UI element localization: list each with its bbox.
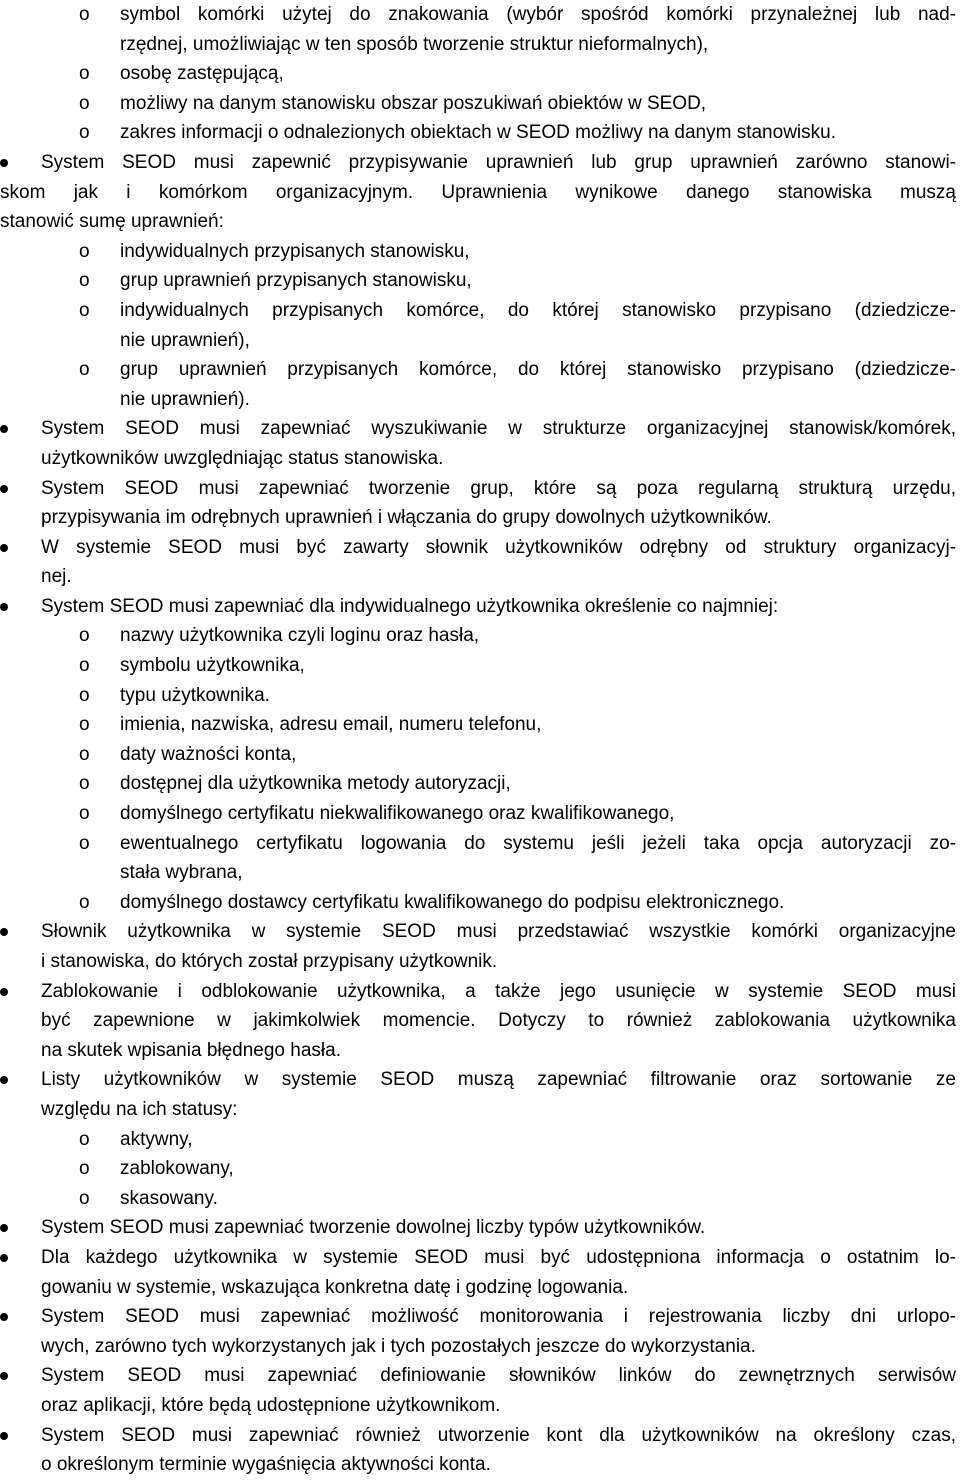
text-line: dostępnej dla użytkownika metody autoryzacji, [120, 773, 511, 795]
bullet-icon [0, 1372, 8, 1380]
sub-list-item [0, 89, 956, 119]
text-line: grup uprawnień przypisanych komórce, do której stanowisko przypisano (dziedzicze- [120, 359, 956, 381]
bullet-icon [0, 1076, 8, 1084]
text-line: domyślnego certyfikatu niekwalifikowanego oraz kwalifikowanego, [120, 803, 675, 825]
sub-list-item [0, 799, 956, 829]
sub-bullet-marker: o [79, 1158, 90, 1180]
bullet-icon [0, 1224, 8, 1232]
sub-list-item [0, 621, 956, 651]
text-line: indywidualnych przypisanych komórce, do której stanowisko przypisano (dziedzicze- [120, 299, 956, 321]
bullet-list-item [0, 1421, 956, 1480]
sub-list-item [0, 1154, 956, 1184]
sub-bullet-marker: o [79, 63, 90, 85]
text-line: skom jak i komórkom organizacyjnym. Uprawnienia wynikowe danego stanowiska muszą [0, 181, 956, 203]
text-line: zakres informacji o odnalezionych obiektach w SEOD możliwy na danym stanowisku. [120, 122, 836, 144]
sub-bullet-marker: o [79, 891, 90, 913]
text-line: System SEOD musi zapewnić przypisywanie uprawnień lub grup uprawnień zarówno stanowi- [41, 151, 956, 173]
sub-bullet-marker: o [79, 832, 90, 854]
sub-bullet-marker: o [79, 1128, 90, 1150]
bullet-icon [0, 1432, 8, 1440]
text-line: wych, zarówno tych wykorzystanych jak i tych pozostałych jeszcze do wykorzystania. [41, 1335, 756, 1357]
bullet-list-item [0, 1302, 956, 1361]
text-line: nej. [41, 566, 72, 588]
bullet-list-item [0, 414, 956, 473]
bullet-list-item [0, 148, 956, 237]
text-line: imienia, nazwiska, adresu email, numeru telefonu, [120, 714, 542, 736]
sub-bullet-marker: o [79, 359, 90, 381]
text-line: na skutek wpisania błędnego hasła. [41, 1039, 341, 1061]
text-line: System SEOD musi zapewniać definiowanie słowników linków do zewnętrznych serwisów [41, 1365, 956, 1387]
sub-list-item [0, 237, 956, 267]
sub-list-item [0, 710, 956, 740]
text-line: Listy użytkowników w systemie SEOD muszą zapewniać filtrowanie oraz sortowanie ze [41, 1069, 956, 1091]
text-line: nie uprawnień). [120, 388, 250, 410]
text-line: indywidualnych przypisanych stanowisku, [120, 240, 470, 262]
sub-bullet-marker: o [79, 240, 90, 262]
bullet-icon [0, 544, 8, 552]
text-line: gowaniu w systemie, wskazująca konkretna datę i godzinę logowania. [41, 1276, 629, 1298]
text-line: nazwy użytkownika czyli loginu oraz hasła, [120, 625, 480, 647]
sub-list-item [0, 266, 956, 296]
text-line: System SEOD musi zapewniać również utworzenie kont dla użytkowników na określony czas, [41, 1424, 956, 1446]
text-line: aktywny, [120, 1128, 193, 1150]
sub-bullet-marker: o [79, 299, 90, 321]
text-line: typu użytkownika. [120, 684, 270, 706]
sub-list-item [0, 740, 956, 770]
text-line: W systemie SEOD musi być zawarty słownik użytkowników odrębny od struktury organizacyj- [41, 536, 956, 558]
sub-bullet-marker: o [79, 92, 90, 114]
bullet-list-item [0, 1361, 956, 1420]
sub-list-item [0, 829, 956, 888]
bullet-list-item [0, 917, 956, 976]
sub-bullet-marker: o [79, 655, 90, 677]
sub-list-item [0, 1184, 956, 1214]
bullet-icon [0, 1254, 8, 1262]
sub-bullet-marker: o [79, 773, 90, 795]
text-line: rzędnej, umożliwiając w ten sposób tworzenie struktur nieformalnych), [120, 33, 709, 55]
bullet-list-item [0, 1213, 956, 1243]
text-line: osobę zastępującą, [120, 63, 284, 85]
sub-list-item [0, 0, 956, 59]
sub-bullet-marker: o [79, 714, 90, 736]
sub-list-item [0, 681, 956, 711]
sub-list-item [0, 296, 956, 355]
text-line: stanowić sumę uprawnień: [0, 211, 224, 233]
sub-bullet-marker: o [79, 270, 90, 292]
sub-list-item [0, 355, 956, 414]
text-line: grup uprawnień przypisanych stanowisku, [120, 270, 472, 292]
text-line: użytkowników uwzględniając status stanowiska. [41, 447, 444, 469]
text-line: symbol komórki użytej do znakowania (wybór spośród komórki przynależnej lub nad- [120, 4, 956, 25]
text-line: stała wybrana, [120, 862, 243, 884]
bullet-icon [0, 928, 8, 936]
text-line: symbolu użytkownika, [120, 655, 305, 677]
text-line: ewentualnego certyfikatu logowania do systemu jeśli jeżeli taka opcja autoryzacji zo- [120, 832, 956, 854]
sub-list-item [0, 59, 956, 89]
text-line: domyślnego dostawcy certyfikatu kwalifikowanego do podpisu elektronicznego. [120, 891, 785, 913]
sub-bullet-marker: o [79, 122, 90, 144]
bullet-icon [0, 485, 8, 493]
text-line: być zapewnione w jakimkolwiek momencie. Dotyczy to również zablokowania użytkownika [41, 1010, 956, 1032]
text-line: Słownik użytkownika w systemie SEOD musi przedstawiać wszystkie komórki organizacyjne [41, 921, 956, 943]
text-line: nie uprawnień), [120, 329, 250, 351]
text-line: daty ważności konta, [120, 743, 297, 765]
sub-list-item [0, 888, 956, 918]
sub-bullet-marker: o [79, 1187, 90, 1209]
bullet-list-item [0, 474, 956, 533]
text-line: Zablokowanie i odblokowanie użytkownika, a także jego usunięcie w systemie SEOD musi [41, 980, 956, 1002]
text-line: przypisywania im odrębnych uprawnień i włączania do grupy dowolnych użytkowników. [41, 507, 772, 529]
bullet-icon [0, 603, 8, 611]
bullet-list-item [0, 592, 956, 622]
sub-bullet-marker: o [79, 625, 90, 647]
text-line: zablokowany, [120, 1158, 234, 1180]
text-line: System SEOD musi zapewniać wyszukiwanie w strukturze organizacyjnej stanowisk/komórek, [41, 418, 956, 440]
bullet-icon [0, 159, 8, 167]
text-line: możliwy na danym stanowisku obszar poszukiwań obiektów w SEOD, [120, 92, 707, 114]
text-line: System SEOD musi zapewniać dla indywidualnego użytkownika określenie co najmniej: [41, 595, 779, 617]
sub-list-item [0, 651, 956, 681]
text-line: System SEOD musi zapewniać możliwość monitorowania i rejestrowania liczby dni urlopo- [41, 1306, 956, 1328]
text-line: i stanowiska, do których został przypisany użytkownik. [41, 951, 498, 972]
sub-bullet-marker: o [79, 803, 90, 825]
bullet-icon [0, 988, 8, 996]
text-line: o określonym terminie wygaśnięcia aktywności konta. [41, 1454, 491, 1476]
bullet-list-item [0, 977, 956, 1066]
sub-bullet-marker: o [79, 4, 90, 25]
text-line: System SEOD musi zapewniać tworzenie grup, które są poza regularną strukturą urzędu, [41, 477, 956, 499]
text-line: System SEOD musi zapewniać tworzenie dowolnej liczby typów użytkowników. [41, 1217, 706, 1239]
text-line: względu na ich statusy: [41, 1098, 238, 1120]
bullet-list-item [0, 1243, 956, 1302]
text-line: skasowany. [120, 1187, 218, 1209]
bullet-icon [0, 1313, 8, 1321]
sub-list-item [0, 1125, 956, 1155]
sub-bullet-marker: o [79, 743, 90, 765]
sub-list-item [0, 769, 956, 799]
sub-bullet-marker: o [79, 684, 90, 706]
sub-list-item [0, 118, 956, 148]
bullet-list-item [0, 1065, 956, 1124]
text-line: Dla każdego użytkownika w systemie SEOD musi być udostępniona informacja o ostatnim lo- [41, 1246, 956, 1268]
bullet-icon [0, 425, 8, 433]
bullet-list-item [0, 533, 956, 592]
text-line: oraz aplikacji, które będą udostępnione użytkownikom. [41, 1394, 501, 1416]
